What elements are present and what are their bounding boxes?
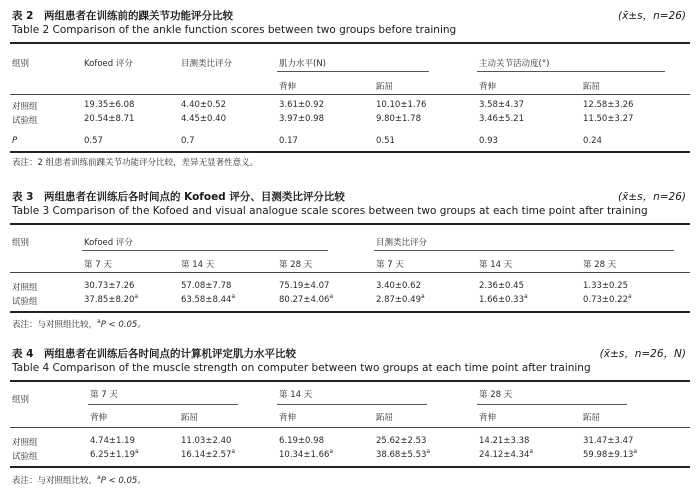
table4-row2-e7: 6.25±1.19$^a$ — [90, 448, 139, 460]
table2-row2-r-flex: 11.50±3.27 — [583, 114, 634, 124]
table2-p-r-flex: 0.24 — [583, 136, 602, 146]
table3-header-group: 组别 — [12, 238, 30, 248]
table4-d14-underline — [277, 404, 427, 405]
table3-row1-v7: 3.40±0.62 — [376, 281, 421, 291]
table4-header-d14-flex: 跖屈 — [376, 413, 394, 423]
table3-stat: (x̄±s，n=26) — [618, 191, 686, 203]
table2-rom-underline — [477, 71, 665, 72]
table2-p-m-flex: 0.51 — [376, 136, 395, 146]
table3-vas-underline — [374, 250, 674, 251]
table2-muscle-underline — [277, 71, 429, 72]
table2-header-rule — [10, 94, 690, 95]
table4-header-d28-flex: 跖屈 — [583, 413, 601, 423]
table2-p-kofoed: 0.57 — [84, 136, 103, 146]
table2-header-rom-flex: 跖屈 — [583, 82, 601, 92]
table2-header-group: 组别 — [12, 59, 30, 69]
table4-row2-f14: 38.68±5.53$^a$ — [376, 448, 431, 460]
table2-title-cn: 表 2 两组患者在训练前的踝关节功能评分比较 — [12, 10, 233, 22]
table4-d28-underline — [477, 404, 627, 405]
table2-header-kofoed: Kofoed 评分 — [84, 59, 133, 69]
table3-note: 表注：与对照组比较，$^a$P < 0.05。 — [12, 318, 146, 330]
table2-title-en: Table 2 Comparison of the ankle function scores between two groups before training — [12, 24, 457, 36]
table4-row2-f7: 16.14±2.57$^a$ — [181, 448, 236, 460]
table4-row2-f28: 59.98±9.13$^a$ — [583, 448, 638, 460]
table3-row1-k7: 30.73±7.26 — [84, 281, 135, 291]
table4-header-d7-flex: 跖屈 — [181, 413, 199, 423]
table3-header-v-d14: 第 14 天 — [479, 260, 513, 270]
table2-row2-m-ext: 3.97±0.98 — [279, 114, 324, 124]
table2-header-vas: 目测类比评分 — [181, 59, 233, 69]
table2-row2-vas: 4.45±0.40 — [181, 114, 226, 124]
table2-header-rom: 主动关节活动度(°) — [479, 59, 550, 69]
table3-kofoed-underline — [82, 250, 328, 251]
table3-header-v-d7: 第 7 天 — [376, 260, 404, 270]
table3-header-k-d28: 第 28 天 — [279, 260, 313, 270]
table3-title-en: Table 3 Comparison of the Kofoed and visual analogue scale scores between two groups at each time point after training — [12, 205, 648, 217]
table3-row2-v28: 0.73±0.22$^a$ — [583, 293, 632, 305]
table3-row2-v7: 2.87±0.49$^a$ — [376, 293, 425, 305]
table3-row2-group: 试验组 — [12, 297, 38, 307]
table3-row1-v14: 2.36±0.45 — [479, 281, 524, 291]
table2-p-label: P — [12, 136, 18, 146]
table2-row1-group: 对照组 — [12, 102, 38, 112]
table4-row1-f14: 25.62±2.53 — [376, 436, 427, 446]
table4-header-d7: 第 7 天 — [90, 390, 118, 400]
table2-note: 表注：2 组患者训练前踝关节功能评分比较，差异无显著性意义。 — [12, 158, 259, 168]
table2-row2-group: 试验组 — [12, 116, 38, 126]
table4-note: 表注：与对照组比较，$^a$P < 0.05。 — [12, 474, 146, 486]
table3-header-rule — [10, 272, 690, 273]
table4-title-cn: 表 4 两组患者在训练后各时间点的计算机评定肌力水平比较 — [12, 348, 296, 360]
table4-row1-e7: 4.74±1.19 — [90, 436, 135, 446]
table2-row2-kofoed: 20.54±8.71 — [84, 114, 135, 124]
table3-header-v-d28: 第 28 天 — [583, 260, 617, 270]
table2-header-muscle: 肌力水平(N) — [279, 59, 326, 69]
table2-row1-r-ext: 3.58±4.37 — [479, 100, 524, 110]
table3-row1-group: 对照组 — [12, 283, 38, 293]
table2-row1-m-ext: 3.61±0.92 — [279, 100, 324, 110]
table2-row1-kofoed: 19.35±6.08 — [84, 100, 135, 110]
table4-row1-f28: 31.47±3.47 — [583, 436, 634, 446]
table4-bottom-rule — [10, 466, 690, 468]
table2-header-muscle-flex: 跖屈 — [376, 82, 394, 92]
table3-top-rule — [10, 223, 690, 225]
table3-header-k-d14: 第 14 天 — [181, 260, 215, 270]
table2-header-muscle-ext: 背伸 — [279, 82, 297, 92]
table4-row1-f7: 11.03±2.40 — [181, 436, 232, 446]
table4-top-rule — [10, 380, 690, 382]
table4-header-d14-ext: 背伸 — [279, 413, 297, 423]
table3-row2-k7: 37.85±8.20$^a$ — [84, 293, 139, 305]
table2-row2-r-ext: 3.46±5.21 — [479, 114, 524, 124]
table4-row2-e14: 10.34±1.66$^a$ — [279, 448, 334, 460]
table4-row2-e28: 24.12±4.34$^a$ — [479, 448, 534, 460]
table2-row1-m-flex: 10.10±1.76 — [376, 100, 427, 110]
table3-row2-v14: 1.66±0.33$^a$ — [479, 293, 528, 305]
table3-row1-k14: 57.08±7.78 — [181, 281, 232, 291]
table2-row1-r-flex: 12.58±3.26 — [583, 100, 634, 110]
table3-title-cn: 表 3 两组患者在训练后各时间点的 Kofoed 评分、目测类比评分比较 — [12, 191, 345, 203]
table2-top-rule — [10, 42, 690, 44]
table4-row1-group: 对照组 — [12, 438, 38, 448]
table2-row2-m-flex: 9.80±1.78 — [376, 114, 421, 124]
table3-header-kofoed: Kofoed 评分 — [84, 238, 133, 248]
table4-header-rule — [10, 427, 690, 428]
table3-header-k-d7: 第 7 天 — [84, 260, 112, 270]
table4-header-group: 组别 — [12, 395, 30, 405]
table2-row1-vas: 4.40±0.52 — [181, 100, 226, 110]
table4-d7-underline — [88, 404, 238, 405]
table4-header-d28: 第 28 天 — [479, 390, 513, 400]
table4-stat: (x̄±s，n=26，N) — [599, 348, 686, 360]
table2-header-rom-ext: 背伸 — [479, 82, 497, 92]
table4-header-d14: 第 14 天 — [279, 390, 313, 400]
table2-p-r-ext: 0.93 — [479, 136, 498, 146]
table3-row2-k28: 80.27±4.06$^a$ — [279, 293, 334, 305]
table4-row2-group: 试验组 — [12, 452, 38, 462]
table3-row1-v28: 1.33±0.25 — [583, 281, 628, 291]
table3-header-vas: 目测类比评分 — [376, 238, 428, 248]
table4-row1-e28: 14.21±3.38 — [479, 436, 530, 446]
table4-header-d7-ext: 背伸 — [90, 413, 108, 423]
table4-title-en: Table 4 Comparison of the muscle strength on computer between two groups at each time point after training — [12, 362, 591, 374]
table2-p-vas: 0.7 — [181, 136, 195, 146]
table4-header-d28-ext: 背伸 — [479, 413, 497, 423]
table4-row1-e14: 6.19±0.98 — [279, 436, 324, 446]
table3-row2-k14: 63.58±8.44$^a$ — [181, 293, 236, 305]
table2-stat: (x̄±s，n=26) — [618, 10, 686, 22]
table2-bottom-rule — [10, 151, 690, 153]
table2-p-m-ext: 0.17 — [279, 136, 298, 146]
table3-row1-k28: 75.19±4.07 — [279, 281, 330, 291]
table3-bottom-rule — [10, 311, 690, 313]
